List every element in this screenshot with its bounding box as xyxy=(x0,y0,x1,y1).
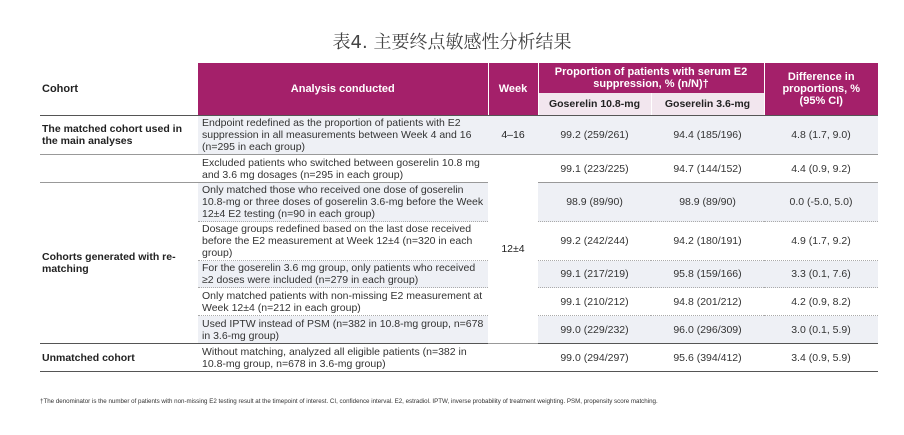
difference-cell: 4.8 (1.7, 9.0) xyxy=(764,116,878,155)
goserelin-3-6-cell: 94.2 (180/191) xyxy=(651,222,764,261)
analysis-cell: Dosage groups redefined based on the last dose received before the E2 measurement at Week 12±4 (n=320 in each group) xyxy=(198,222,488,261)
goserelin-3-6-cell: 96.0 (296/309) xyxy=(651,316,764,344)
goserelin-3-6-cell: 95.6 (394/412) xyxy=(651,344,764,372)
cohort-main: The matched cohort used in the main analyses xyxy=(40,116,198,155)
goserelin-10-8-cell: 99.0 (229/232) xyxy=(538,316,651,344)
goserelin-3-6-cell: 98.9 (89/90) xyxy=(651,183,764,222)
analysis-cell: Used IPTW instead of PSM (n=382 in 10.8-mg group, n=678 in 3.6-mg group) xyxy=(198,316,488,344)
header-proportion: Proportion of patients with serum E2 suppression, % (n/N)† xyxy=(538,63,764,93)
header-goserelin-10-8: Goserelin 10.8-mg xyxy=(538,93,651,116)
difference-cell: 3.4 (0.9, 5.9) xyxy=(764,344,878,372)
table-row xyxy=(40,183,878,222)
goserelin-10-8-cell: 99.1 (217/219) xyxy=(538,261,651,288)
analysis-cell: Only matched patients with non-missing E2 measurement at Week 12±4 (n=212 in each group) xyxy=(198,288,488,316)
header-analysis: Analysis conducted xyxy=(198,63,488,116)
goserelin-3-6-cell: 94.4 (185/196) xyxy=(651,116,764,155)
analysis-cell: Endpoint redefined as the proportion of patients with E2 suppression in all measurements between Week 4 and 16 (n=295 in each group) xyxy=(198,116,488,155)
table-title: 表4. 主要终点敏感性分析结果 xyxy=(332,32,572,53)
analysis-cell: Excluded patients who switched between goserelin 10.8 mg and 3.6 mg dosages (n=295 in each group) xyxy=(198,155,488,183)
goserelin-3-6-cell: 94.8 (201/212) xyxy=(651,288,764,316)
cohort-rematch: Cohorts generated with re-matching xyxy=(40,183,198,344)
week-cell: 4–16 xyxy=(488,116,538,155)
header-cohort: Cohort xyxy=(40,63,198,116)
header-difference: Difference in proportions, % (95% CI) xyxy=(764,63,878,116)
analysis-cell: For the goserelin 3.6 mg group, only patients who received ≥2 doses were included (n=279 in each group) xyxy=(198,261,488,288)
header-week: Week xyxy=(488,63,538,116)
goserelin-3-6-cell: 94.7 (144/152) xyxy=(651,155,764,183)
goserelin-10-8-cell: 99.2 (242/244) xyxy=(538,222,651,261)
sensitivity-analysis-table xyxy=(40,63,878,372)
difference-cell: 4.2 (0.9, 8.2) xyxy=(764,288,878,316)
analysis-cell: Only matched those who received one dose of goserelin 10.8-mg or three doses of goserelin 3.6-mg before the Week 12±4 E2 testing (n=90 in each group) xyxy=(198,183,488,222)
table-row xyxy=(40,116,878,155)
goserelin-10-8-cell: 99.2 (259/261) xyxy=(538,116,651,155)
difference-cell: 4.4 (0.9, 9.2) xyxy=(764,155,878,183)
goserelin-10-8-cell: 99.1 (223/225) xyxy=(538,155,651,183)
goserelin-10-8-cell: 98.9 (89/90) xyxy=(538,183,651,222)
difference-cell: 3.0 (0.1, 5.9) xyxy=(764,316,878,344)
analysis-cell: Without matching, analyzed all eligible patients (n=382 in 10.8-mg group, n=678 in 3.6-mg group) xyxy=(198,344,488,372)
week-cell: 12±4 xyxy=(488,155,538,344)
difference-cell: 0.0 (-5.0, 5.0) xyxy=(764,183,878,222)
goserelin-10-8-cell: 99.1 (210/212) xyxy=(538,288,651,316)
goserelin-10-8-cell: 99.0 (294/297) xyxy=(538,344,651,372)
table-row xyxy=(40,155,878,183)
table-row xyxy=(40,344,878,372)
goserelin-3-6-cell: 95.8 (159/166) xyxy=(651,261,764,288)
difference-cell: 3.3 (0.1, 7.6) xyxy=(764,261,878,288)
footnote: †The denominator is the number of patients with non-missing E2 testing result at the timepoint of interest. CI, confidence interval. E2, estradiol. IPTW, inverse probability of treatment weighting. PSM, propensity score matching. xyxy=(40,398,658,405)
cohort-unmatched: Unmatched cohort xyxy=(40,344,198,372)
header-goserelin-3-6: Goserelin 3.6-mg xyxy=(651,93,764,116)
difference-cell: 4.9 (1.7, 9.2) xyxy=(764,222,878,261)
